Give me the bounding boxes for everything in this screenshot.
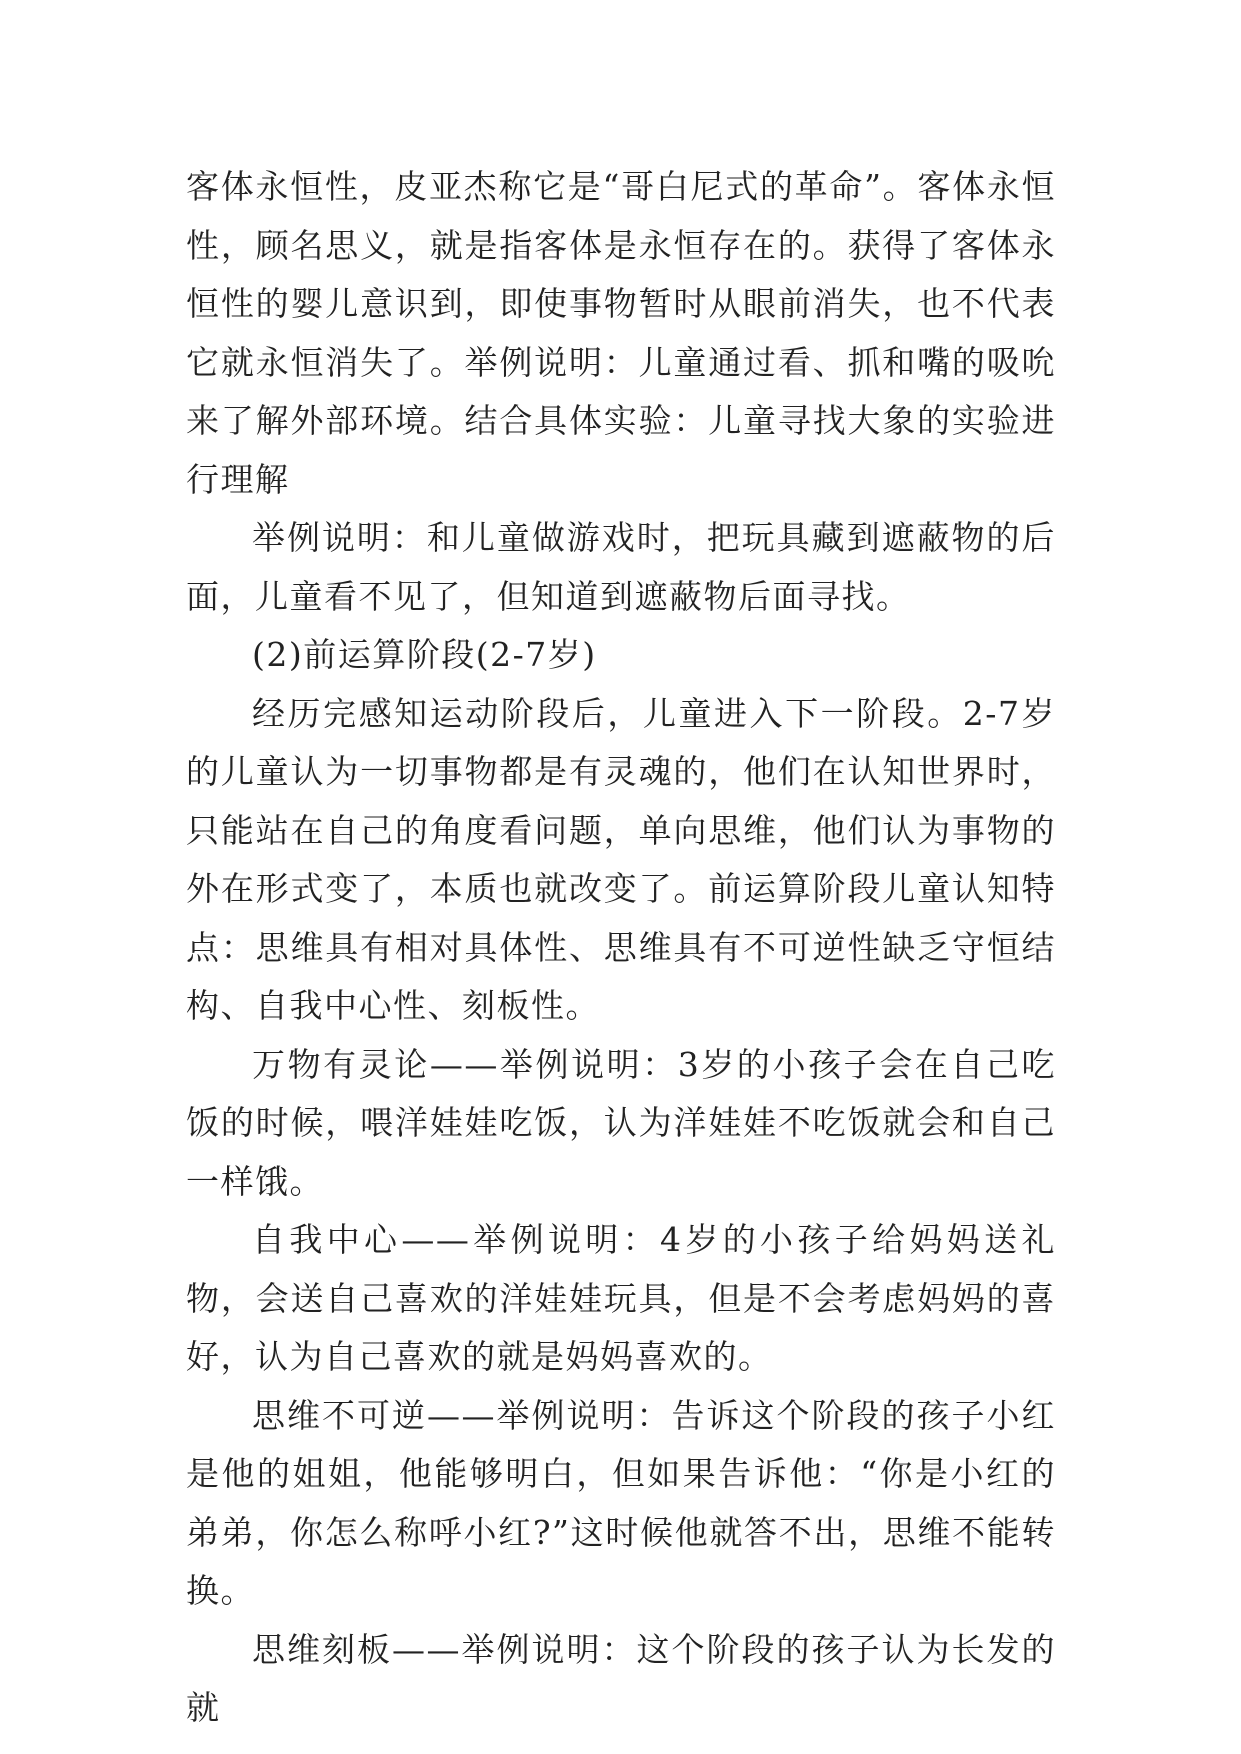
- paragraph-egocentrism: 自我中心——举例说明：4岁的小孩子给妈妈送礼物，会送自己喜欢的洋娃娃玩具，但是不会考虑妈妈的喜好，认为自己喜欢的就是妈妈喜欢的。: [186, 1220, 1056, 1376]
- paragraph-animism: 万物有灵论——举例说明：3岁的小孩子会在自己吃饭的时候，喂洋娃娃吃饭，认为洋娃娃不吃饭就会和自己一样饿。: [186, 1044, 1056, 1201]
- paragraph-rigidity: 思维刻板——举例说明：这个阶段的孩子认为长发的就: [186, 1629, 1056, 1727]
- paragraph-object-permanence: 客体永恒性，皮亚杰称它是“哥白尼式的革命”。客体永恒性，顾名思义，就是指客体是永恒存在的。获得了客体永恒性的婴儿意识到，即使事物暂时从眼前消失，也不代表它就永恒消失了。举例说明：儿童通过看、抓和嘴的吸吮来了解外部环境。结合具体实验：儿童寻找大象的实验进行理解: [186, 167, 1056, 499]
- document-body: [186, 158, 1056, 1738]
- paragraph-hiding-toy-example: 举例说明：和儿童做游戏时，把玩具藏到遮蔽物的后面，儿童看不见了，但知道到遮蔽物后面寻找。: [186, 518, 1056, 616]
- paragraph-irreversibility: 思维不可逆——举例说明：告诉这个阶段的孩子小红是他的姐姐，他能够明白，但如果告诉他：“你是小红的弟弟，你怎么称呼小红?”这时候他就答不出，思维不能转换。: [186, 1395, 1056, 1610]
- paragraph-preoperational-features: 经历完感知运动阶段后，儿童进入下一阶段。2-7岁的儿童认为一切事物都是有灵魂的，他们在认知世界时，只能站在自己的角度看问题，单向思维，他们认为事物的外在形式变了，本质也就改变了。前运算阶段儿童认知特点：思维具有相对具体性、思维具有不可逆性缺乏守恒结构、自我中心性、刻板性。: [186, 693, 1056, 1025]
- section-heading-preoperational: (2)前运算阶段(2-7岁): [252, 635, 597, 674]
